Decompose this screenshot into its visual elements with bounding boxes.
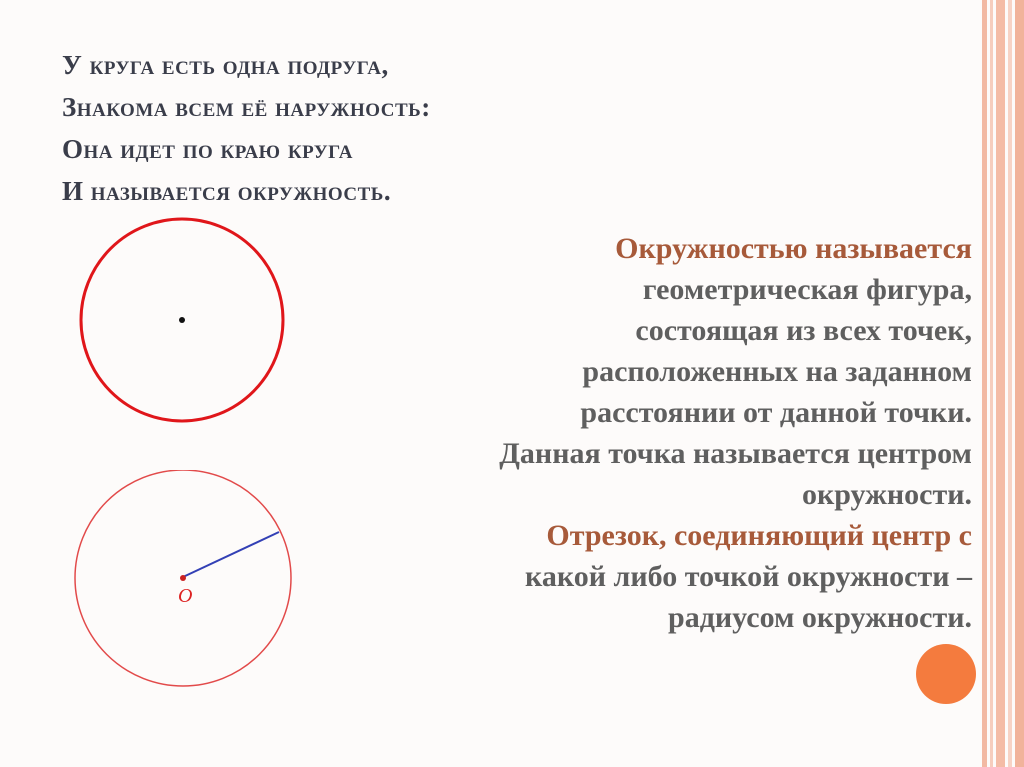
poem-line: Она идет по краю круга bbox=[62, 134, 353, 164]
definition-line: геометрическая фигура, bbox=[642, 273, 972, 306]
circle-with-center-figure bbox=[70, 208, 300, 438]
definition-line: окружности. bbox=[801, 478, 972, 511]
center-point bbox=[180, 575, 186, 581]
definition-line: расстоянии от данной точки. bbox=[580, 396, 972, 429]
decorative-stripe bbox=[1015, 0, 1024, 767]
decorative-stripe bbox=[990, 0, 993, 767]
definition-line: Отрезок, соединяющий центр с bbox=[546, 519, 972, 552]
center-label: О bbox=[178, 585, 193, 607]
decorative-stripe bbox=[1008, 0, 1012, 767]
definition-line: состоящая из всех точек, bbox=[635, 314, 972, 347]
poem-line: Знакома всем её наружность: bbox=[62, 92, 431, 122]
decorative-stripe bbox=[996, 0, 1005, 767]
center-point bbox=[179, 317, 185, 323]
poem-title bbox=[62, 44, 702, 212]
poem-line: И называется окружность. bbox=[62, 176, 392, 206]
poem-line: У круга есть одна подруга, bbox=[62, 50, 389, 80]
decorative-stripe bbox=[982, 0, 987, 767]
definition-line: расположенных на заданном bbox=[582, 355, 972, 388]
circle-with-radius-figure bbox=[65, 470, 305, 710]
radius-segment bbox=[183, 532, 279, 577]
definition-line: Данная точка называется центром bbox=[499, 437, 972, 470]
definition-line: радиусом окружности. bbox=[668, 601, 972, 634]
accent-circle bbox=[916, 644, 976, 704]
definition-line: какой либо точкой окружности – bbox=[525, 560, 972, 593]
definition-line: Окружностью называется bbox=[615, 232, 972, 265]
definition-text bbox=[300, 228, 972, 638]
